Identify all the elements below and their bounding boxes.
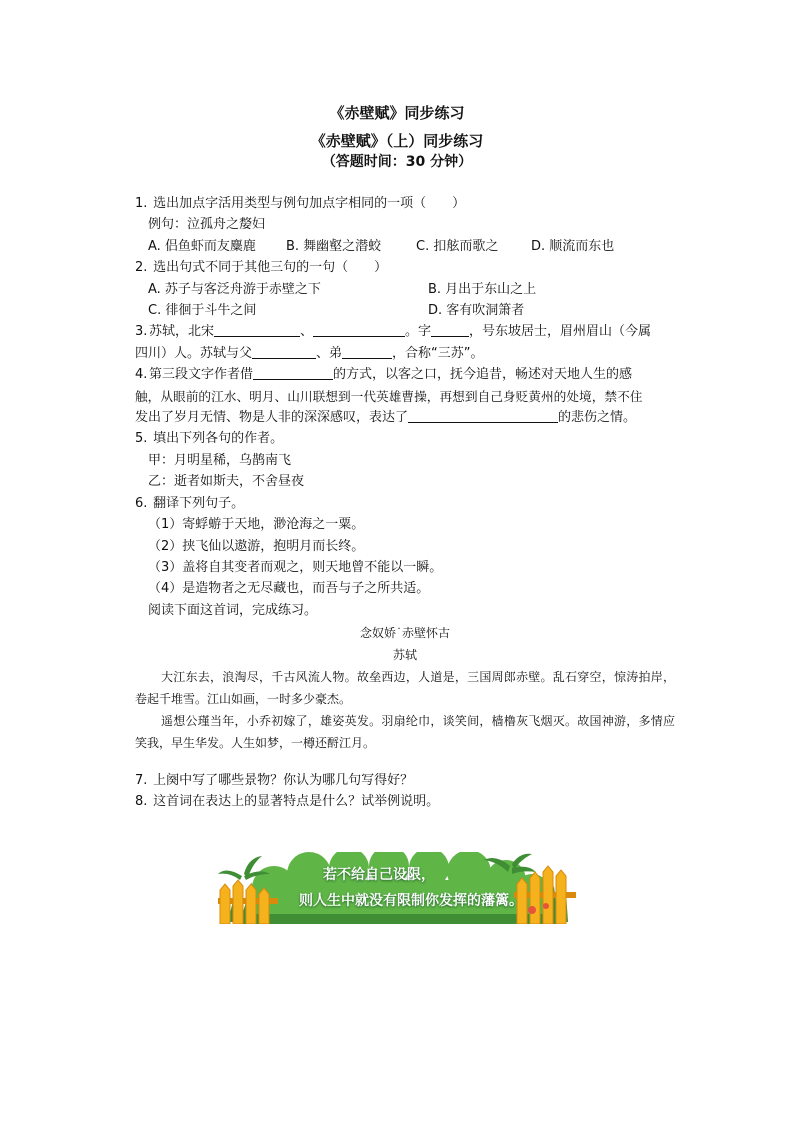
- question-5-a: 甲：月明星稀，乌鹊南飞: [148, 452, 292, 468]
- question-list: [135, 193, 675, 621]
- reading-instruction: 阅读下面这首词，完成练习。: [148, 602, 318, 618]
- question-6-item-1: （1）寄蜉蝣于天地，渺沧海之一粟。: [148, 517, 365, 533]
- option-b: B. 月出于东山之上: [428, 281, 537, 297]
- question-text: 填出下列各句的作者。: [153, 431, 284, 447]
- answer-blank[interactable]: [214, 322, 300, 337]
- question-6-item-3: （3）盖将自其变者而观之，则天地曾不能以一瞬。: [148, 559, 443, 575]
- answer-blank[interactable]: [313, 322, 405, 337]
- option-d: D. 客有吹洞箫者: [428, 303, 525, 319]
- question-3-cont: 四川）人。苏轼与父 、弟 ，合称“三苏”。: [135, 345, 484, 361]
- poem-block: [135, 622, 675, 754]
- poem-title: 念奴娇˙赤壁怀古: [359, 626, 450, 640]
- exercise-subtitle: 《赤壁赋》（上）同步练习: [310, 132, 484, 150]
- question-8: 8. 这首词在表达上的显著特点是什么？试举例说明。: [135, 794, 440, 810]
- answer-blank[interactable]: [431, 322, 469, 337]
- answer-blank[interactable]: [253, 365, 333, 380]
- answer-blank[interactable]: [408, 408, 558, 423]
- banner-line-2: 则人生中就没有限制你发挥的藩篱。: [299, 893, 523, 909]
- poem-stanza-2: 遥想公瑾当年，小乔初嫁了，雄姿英发。羽扇纶巾，谈笑间，樯橹灰飞烟灭。故国神游，多情应笑我，早生华发。人生如梦，一樽还酹江月。: [135, 714, 675, 750]
- option-c: C. 扣舷而歌之: [416, 238, 499, 254]
- option-a: A. 苏子与客泛舟游于赤壁之下: [148, 281, 321, 297]
- question-4-cont: 触，从眼前的江水、明月、山川联想到一代英雄曹操，再想到自己身贬黄州的处境，禁不住: [135, 388, 643, 404]
- question-4-cont2: 发出了岁月无情、物是人非的深深感叹，表达了 的悲伤之情。: [135, 410, 637, 426]
- question-text: 选出加点字活用类型与例句加点字相同的一项（ ）: [153, 196, 466, 211]
- question-4: 4. 第三段文字作者借 的方式，以客之口，抚今追昔，畅述对天地人生的感: [135, 367, 633, 383]
- document-title: 《赤壁赋》同步练习: [329, 104, 465, 122]
- time-limit: （答题时间：30 分钟）: [321, 154, 473, 170]
- question-text: 翻译下列句子。: [153, 495, 245, 511]
- question-7: 7. 上阕中写了哪些景物？你认为哪几句写得好？: [135, 773, 414, 788]
- question-text: 上阕中写了哪些景物？你认为哪几句写得好？: [153, 773, 414, 788]
- banner-line-1: 若不给自己设限，: [323, 867, 435, 883]
- garden-illustration: [214, 852, 580, 924]
- option-c: C. 徘徊于斗牛之间: [148, 303, 257, 319]
- question-1-example: 例句：泣孤舟之嫠妇: [148, 217, 266, 233]
- question-2-options-row1: [135, 279, 675, 300]
- poem-author: 苏轼: [392, 648, 417, 662]
- question-1-options: [135, 236, 675, 257]
- question-2: 2. 选出句式不同于其他三句的一句（ ）: [135, 260, 388, 276]
- question-3: 3. 苏轼，北宋 、 。字 ，号东坡居士，眉州眉山（今属: [135, 324, 652, 340]
- question-list-2: [135, 770, 675, 813]
- option-a: A. 侣鱼虾而友麋鹿: [148, 238, 256, 254]
- answer-blank[interactable]: [252, 344, 316, 359]
- question-2-options-row2: [135, 300, 675, 321]
- question-5: 5. 填出下列各句的作者。: [135, 431, 284, 447]
- option-b: B. 舞幽壑之潜蛟: [286, 238, 382, 254]
- question-6-item-4: （4）是造物者之无尽藏也，而吾与子之所共适。: [148, 581, 430, 597]
- question-text: 这首词在表达上的显著特点是什么？试举例说明。: [153, 794, 440, 810]
- question-6-item-2: （2）挟飞仙以遨游，抱明月而长终。: [148, 538, 365, 554]
- motivational-banner: [214, 852, 580, 924]
- question-6: 6. 翻译下列句子。: [135, 495, 245, 511]
- answer-blank[interactable]: [342, 344, 392, 359]
- poem-stanza-1: 大江东去，浪淘尽，千古风流人物。故垒西边，人道是，三国周郎赤壁。乱石穿空，惊涛拍岸，卷起千堆雪。江山如画，一时多少豪杰。: [135, 670, 675, 706]
- option-d: D. 顺流而东也: [531, 238, 615, 254]
- question-5-b: 乙：逝者如斯夫，不舍昼夜: [148, 474, 305, 490]
- question-1: 1. 选出加点字活用类型与例句加点字相同的一项（ ）: [135, 196, 466, 211]
- question-text: 选出句式不同于其他三句的一句（ ）: [153, 260, 388, 276]
